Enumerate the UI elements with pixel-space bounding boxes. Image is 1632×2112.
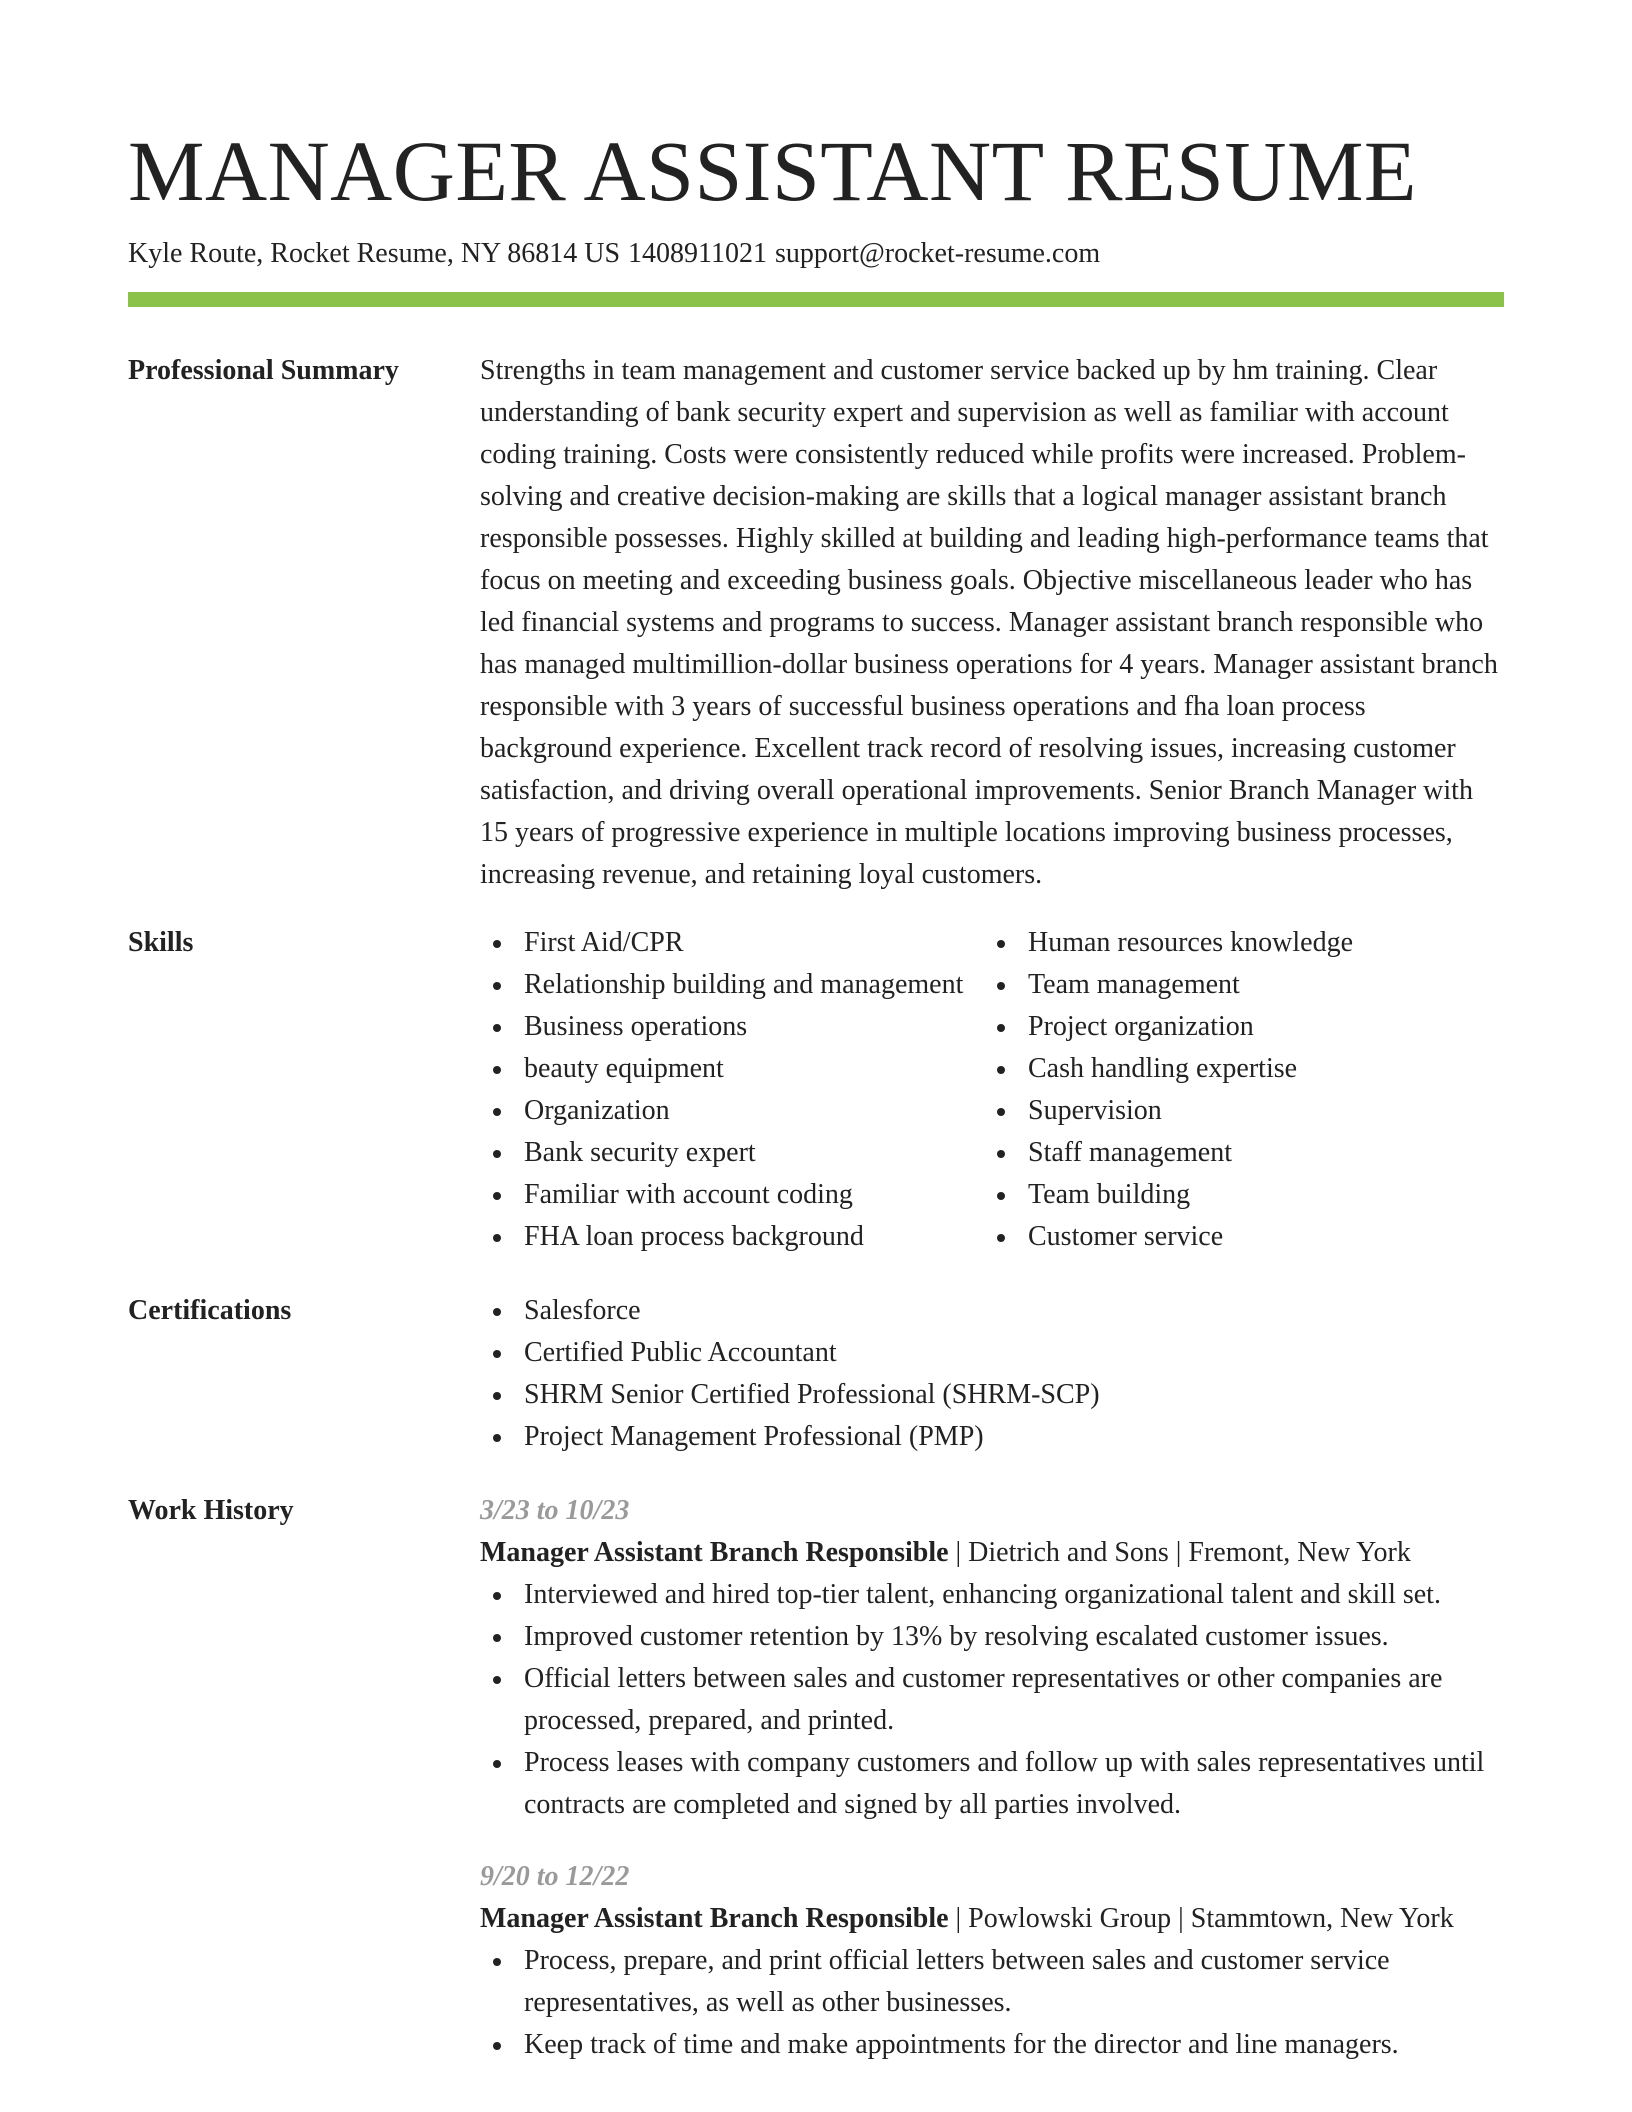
- certification-item: Project Management Professional (PMP): [480, 1416, 1504, 1458]
- job-company: Powlowski Group: [968, 1903, 1172, 1934]
- skill-item: Bank security expert: [480, 1132, 984, 1174]
- skill-item: Project organization: [984, 1006, 1504, 1048]
- skill-item: Cash handling expertise: [984, 1048, 1504, 1090]
- job-bullets: [480, 1940, 1504, 2066]
- section-heading-summary: Professional Summary: [128, 355, 399, 386]
- job-bullet: Improved customer retention by 13% by resolving escalated customer issues.: [480, 1616, 1504, 1658]
- separator: |: [1175, 1537, 1182, 1568]
- contact-phone: 1408911021: [628, 238, 767, 269]
- separator: |: [1178, 1903, 1184, 1934]
- skills-list-right: [984, 922, 1504, 1258]
- certifications-list: [480, 1290, 1504, 1458]
- skill-item: Staff management: [984, 1132, 1504, 1174]
- job-bullet: Interviewed and hired top-tier talent, enhancing organizational talent and skill set.: [480, 1574, 1504, 1616]
- job-entry: [480, 1856, 1504, 2066]
- job-title: Manager Assistant Branch Responsible: [480, 1903, 949, 1934]
- job-bullet: Process, prepare, and print official letters between sales and customer service representatives, as well as other businesses.: [480, 1940, 1504, 2024]
- skill-item: Supervision: [984, 1090, 1504, 1132]
- jobs-list: [480, 1490, 1504, 2066]
- job-location: Stammtown, New York: [1190, 1903, 1454, 1934]
- skills-list-left: [480, 922, 984, 1258]
- certification-item: Certified Public Accountant: [480, 1332, 1504, 1374]
- separator: |: [955, 1537, 962, 1568]
- skill-item: Team management: [984, 964, 1504, 1006]
- contact-address: Kyle Route, Rocket Resume, NY 86814 US: [128, 238, 621, 269]
- accent-divider: [128, 292, 1504, 307]
- skill-item: First Aid/CPR: [480, 922, 984, 964]
- job-dates: 3/23 to 10/23: [480, 1495, 630, 1526]
- skill-item: Customer service: [984, 1216, 1504, 1258]
- certification-item: Salesforce: [480, 1290, 1504, 1332]
- job-entry: [480, 1490, 1504, 1826]
- job-bullet: Keep track of time and make appointments for the director and line managers.: [480, 2024, 1504, 2066]
- skill-item: FHA loan process background: [480, 1216, 984, 1258]
- job-company: Dietrich and Sons: [968, 1537, 1169, 1568]
- skill-item: Familiar with account coding: [480, 1174, 984, 1216]
- certification-item: SHRM Senior Certified Professional (SHRM-SCP): [480, 1374, 1504, 1416]
- contact-email: support@rocket-resume.com: [775, 238, 1101, 269]
- job-bullet: Official letters between sales and customer representatives or other companies are processed, prepared, and printed.: [480, 1658, 1504, 1742]
- job-location: Fremont, New York: [1188, 1537, 1411, 1568]
- skill-item: Business operations: [480, 1006, 984, 1048]
- summary-text: Strengths in team management and customer service backed up by hm training. Clear understanding of bank security expert and supervision as well as familiar with account coding training. Costs were consistently reduced while profits were increased. Problem-solving and creative decision-making are skills that a logical manager assistant branch responsible possesses. Highly skilled at building and leading high-performance teams that focus on meeting and exceeding business goals. Objective miscellaneous leader who has led financial systems and programs to success. Manager assistant branch responsible who has managed multimillion-dollar business operations for 4 years. Manager assistant branch responsible with 3 years of successful business operations and fha loan process background experience. Excellent track record of resolving issues, increasing customer satisfaction, and driving overall operational improvements. Senior Branch Manager with 15 years of progressive experience in multiple locations improving business processes, increasing revenue, and retaining loyal customers.: [480, 355, 1498, 890]
- section-heading-certifications: Certifications: [128, 1295, 292, 1326]
- section-heading-work-history: Work History: [128, 1495, 294, 1526]
- contact-line: [128, 236, 1504, 272]
- skill-item: Human resources knowledge: [984, 922, 1504, 964]
- separator: |: [955, 1903, 962, 1934]
- resume-header: [128, 124, 1504, 307]
- skill-item: Organization: [480, 1090, 984, 1132]
- resume-title: MANAGER ASSISTANT RESUME: [128, 123, 1417, 219]
- skill-item: beauty equipment: [480, 1048, 984, 1090]
- job-heading: [480, 1532, 1504, 1574]
- skill-item: Team building: [984, 1174, 1504, 1216]
- job-heading: [480, 1898, 1504, 1940]
- job-dates: 9/20 to 12/22: [480, 1861, 630, 1892]
- section-heading-skills: Skills: [128, 927, 194, 958]
- job-bullet: Process leases with company customers and follow up with sales representatives until contracts are completed and signed by all parties involved.: [480, 1742, 1504, 1826]
- skill-item: Relationship building and management: [480, 964, 984, 1006]
- job-title: Manager Assistant Branch Responsible: [480, 1537, 949, 1568]
- job-bullets: [480, 1574, 1504, 1826]
